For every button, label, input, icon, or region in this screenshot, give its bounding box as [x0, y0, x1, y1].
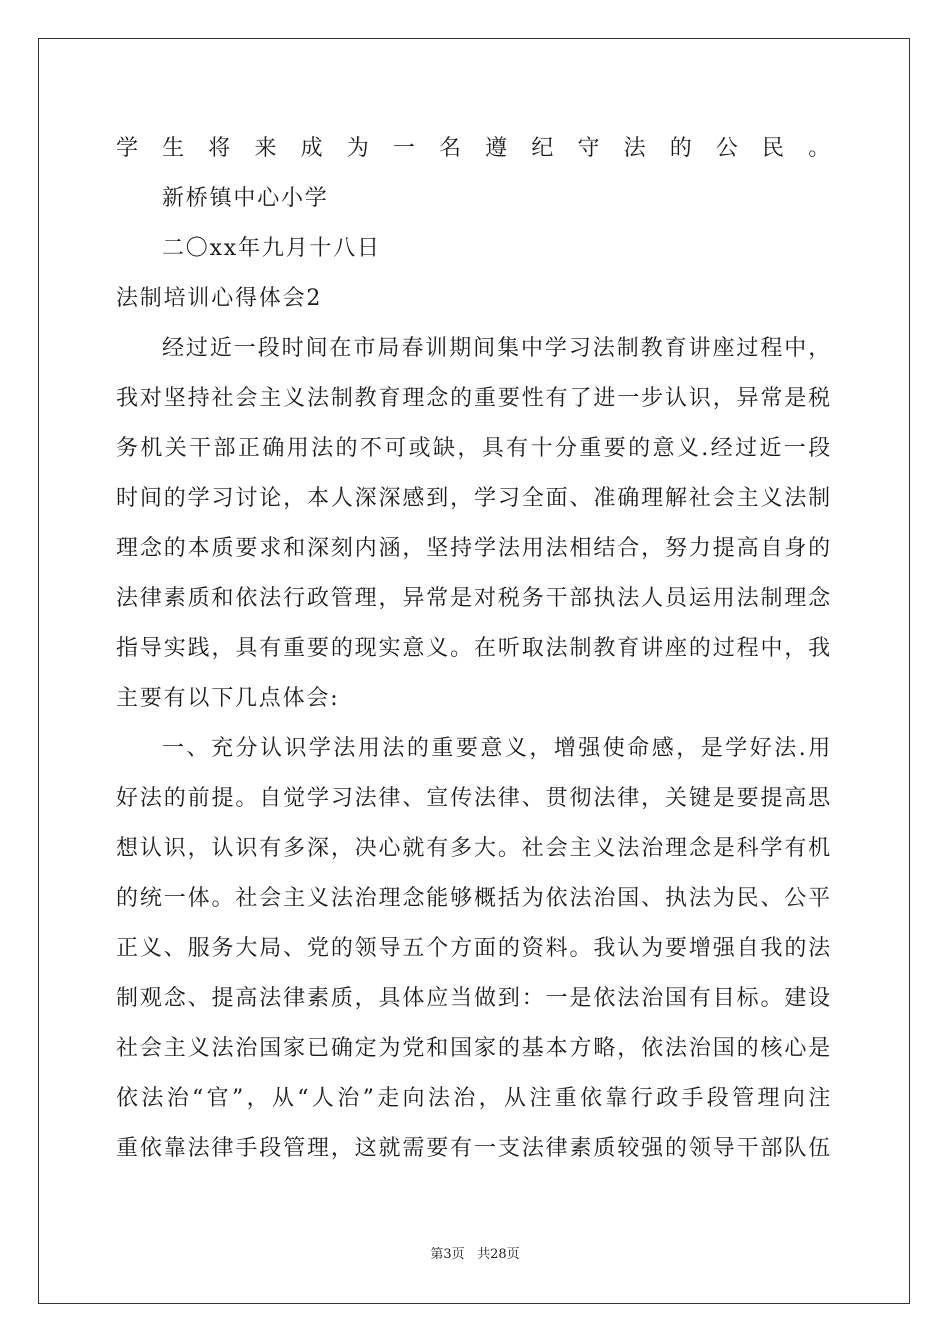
paragraph-line: 指导实践，具有重要的现实意义。在听取法制教育讲座的过程中，我 — [116, 636, 832, 661]
school-name: 新桥镇中心小学 — [162, 186, 329, 211]
section-title: 法制培训心得体会2 — [116, 286, 323, 311]
paragraph-line: 的统一体。社会主义法治理念能够概括为依法治国、执法为民、公平 — [116, 886, 832, 911]
paragraph-line: 经过近一段时间在市局春训期间集中学习法制教育讲座过程中， — [162, 336, 832, 361]
paragraph-line: 社会主义法治国家已确定为党和国家的基本方略，依法治国的核心是 — [116, 1036, 832, 1061]
paragraph-line: 我对坚持社会主义法制教育理念的重要性有了进一步认识，异常是税 — [116, 386, 832, 411]
paragraph-line: 时间的学习讨论，本人深深感到，学习全面、准确理解社会主义法制 — [116, 486, 832, 511]
date-line: 二〇xx年九月十八日 — [162, 236, 381, 261]
paragraph-line: 务机关干部正确用法的不可或缺，具有十分重要的意义.经过近一段 — [116, 436, 832, 461]
paragraph-line: 正义、服务大局、党的领导五个方面的资料。我认为要增强自我的法 — [116, 936, 832, 961]
paragraph-line: 想认识，认识有多深，决心就有多大。社会主义法治理念是科学有机 — [116, 836, 832, 861]
paragraph-line: 重依靠法律手段管理，这就需要有一支法律素质较强的领导干部队伍 — [116, 1136, 832, 1161]
page-border — [38, 38, 910, 1304]
body-line: 学生将来成为一名遵纪守法的公民。 — [116, 136, 832, 161]
page-total: 共28页 — [477, 1247, 520, 1262]
page-footer — [0, 1246, 950, 1264]
paragraph-line: 理念的本质要求和深刻内涵，坚持学法用法相结合，努力提高自身的 — [116, 536, 832, 561]
paragraph-line: 主要有以下几点体会: — [116, 686, 340, 711]
paragraph-line: 好法的前提。自觉学习法律、宣传法律、贯彻法律，关键是要提高思 — [116, 786, 832, 811]
paragraph-line: 法律素质和依法行政管理，异常是对税务干部执法人员运用法制理念 — [116, 586, 832, 611]
page-number: 第3页 — [430, 1247, 465, 1262]
paragraph-line: 制观念、提高法律素质，具体应当做到：一是依法治国有目标。建设 — [116, 986, 832, 1011]
paragraph-line: 依法治“官”，从“人治”走向法治，从注重依靠行政手段管理向注 — [116, 1086, 832, 1111]
paragraph-line: 一、充分认识学法用法的重要意义，增强使命感，是学好法.用 — [162, 736, 832, 761]
